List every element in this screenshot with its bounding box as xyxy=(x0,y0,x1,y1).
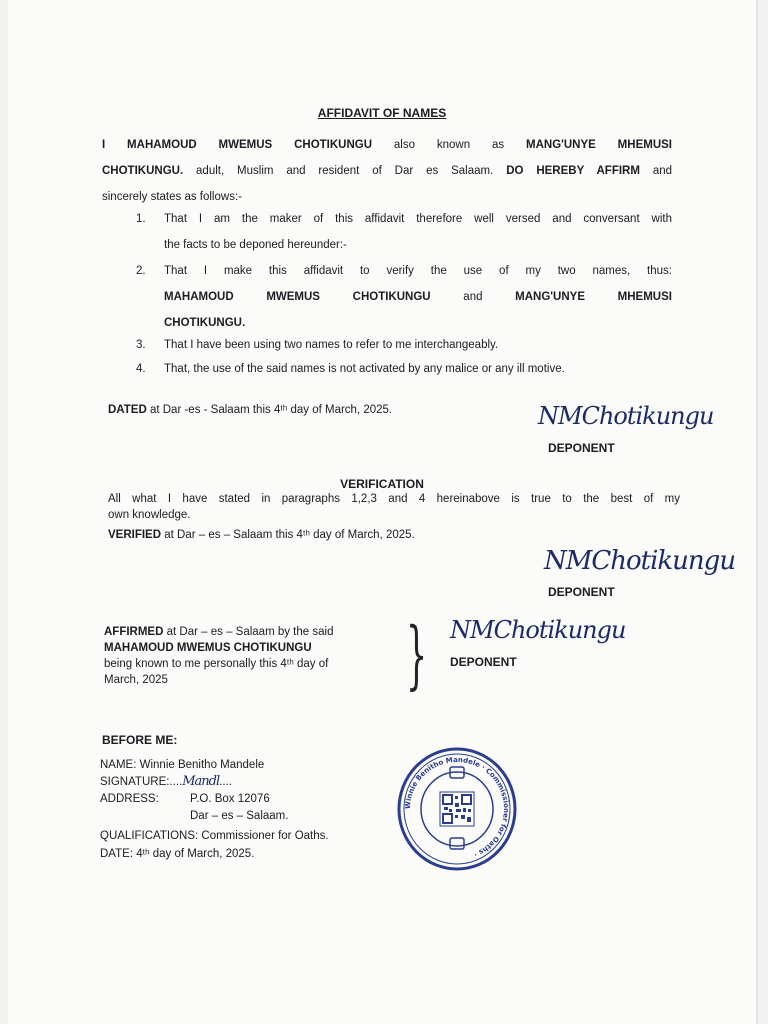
item-text: That, the use of the said names is not activated by any malice or any ill motive. xyxy=(164,363,565,375)
deponent-label-1: DEPONENT xyxy=(548,441,615,455)
qualifications-value: Commissioner for Oaths. xyxy=(201,830,329,842)
commissioner-stamp xyxy=(396,745,518,873)
affirmed-date: March, 2025 xyxy=(104,674,168,686)
affirmed-text: at Dar – es – Salaam by the said xyxy=(166,626,334,638)
commissioner-signature: Mandl xyxy=(182,774,220,789)
item-number: 3. xyxy=(136,339,146,351)
item-text xyxy=(164,284,672,310)
before-me-heading: BEFORE ME: xyxy=(102,733,178,747)
affirmed-label: AFFIRMED xyxy=(104,626,164,638)
dated-line xyxy=(108,402,392,418)
affirm-text: DO HEREBY AFFIRM xyxy=(506,165,640,177)
commissioner-name: Winnie Benitho Mandele xyxy=(139,759,265,771)
list-item xyxy=(138,258,672,336)
item-number: 1. xyxy=(136,213,146,225)
affirmed-name: MAHAMOUD MWEMUS CHOTIKUNGU xyxy=(104,642,312,654)
verification-line-1: All what I have stated in paragraphs 1,2,3 and 4 hereinabove is true to the best of my xyxy=(108,493,680,505)
qr-code-icon xyxy=(440,792,474,826)
affirmed-block xyxy=(104,624,333,688)
name-two: MANG'UNYE MHEMUSI xyxy=(515,291,672,303)
list-item xyxy=(138,206,672,258)
stamp-ring-text: Winnie Benitho Mandele · Commissioner for Oaths · xyxy=(403,755,511,859)
and-text: and xyxy=(463,291,483,303)
address-line-2: Dar – es – Salaam. xyxy=(190,810,289,822)
intro-line-1 xyxy=(102,132,672,158)
item-text: That I make this affidavit to verify the use of my two names, thus: xyxy=(164,265,672,277)
intro-description: adult, Muslim and resident of Dar es Salaam. xyxy=(196,165,494,177)
item-text: That I am the maker of this affidavit therefore well versed and conversant with xyxy=(164,213,672,225)
item-text: the facts to be deponed hereunder:- xyxy=(164,239,347,251)
deponent-signature-1: NMChotikungu xyxy=(538,402,714,430)
signature-label: SIGNATURE:.... xyxy=(100,776,183,788)
name-label: NAME: xyxy=(100,759,137,771)
deponent-name: I MAHAMOUD MWEMUS CHOTIKUNGU xyxy=(102,139,373,151)
date-value: 4ᵗʰ day of March, 2025. xyxy=(136,848,255,860)
alias-surname: CHOTIKUNGU. xyxy=(102,165,184,177)
affirmed-text: being known to me personally this 4ᵗʰ day of xyxy=(104,658,329,670)
qualifications-label: QUALIFICATIONS: xyxy=(100,830,199,842)
deponent-signature-3: NMChotikungu xyxy=(450,616,626,644)
verified-label: VERIFIED xyxy=(108,529,162,541)
list-item xyxy=(138,332,672,358)
date-label: DATE: xyxy=(100,848,134,860)
intro-line-3: sincerely states as follows:- xyxy=(102,191,242,203)
aka-text: also known as xyxy=(393,139,505,151)
deponent-label-2: DEPONENT xyxy=(548,585,615,599)
verification-line-2: own knowledge. xyxy=(108,509,191,521)
intro-line-2 xyxy=(102,158,672,184)
verified-line xyxy=(108,527,415,543)
deponent-signature-2: NMChotikungu xyxy=(544,546,736,576)
date-line xyxy=(100,846,254,862)
affidavit-page xyxy=(8,0,756,1024)
signature-dots: .... xyxy=(219,776,232,788)
dated-label: DATED xyxy=(108,404,147,416)
item-text: That I have been using two names to refer to me interchangeably. xyxy=(164,339,499,351)
list-item xyxy=(138,356,672,382)
address-label: ADDRESS: xyxy=(100,793,159,805)
item-number: 4. xyxy=(136,363,146,375)
verified-text: at Dar – es – Salaam this 4ᵗʰ day of March, 2025. xyxy=(164,529,415,541)
qualifications-line xyxy=(100,828,329,844)
item-text: CHOTIKUNGU. xyxy=(164,317,246,329)
item-number: 2. xyxy=(136,265,146,277)
verification-heading: VERIFICATION xyxy=(340,477,424,491)
commissioner-name-line xyxy=(100,757,264,773)
curly-brace: } xyxy=(406,612,428,698)
document-title: AFFIDAVIT OF NAMES xyxy=(317,106,447,120)
alias-name: MANG'UNYE MHEMUSI xyxy=(526,139,672,151)
address-line-1: P.O. Box 12076 xyxy=(190,793,270,805)
stamp-seal-icon xyxy=(396,745,518,873)
signature-line xyxy=(100,774,232,790)
name-one: MAHAMOUD MWEMUS CHOTIKUNGU xyxy=(164,291,431,303)
and-text: and xyxy=(652,165,673,177)
deponent-label-3: DEPONENT xyxy=(450,655,517,669)
dated-text: at Dar -es - Salaam this 4ᵗʰ day of March, 2025. xyxy=(149,404,393,416)
